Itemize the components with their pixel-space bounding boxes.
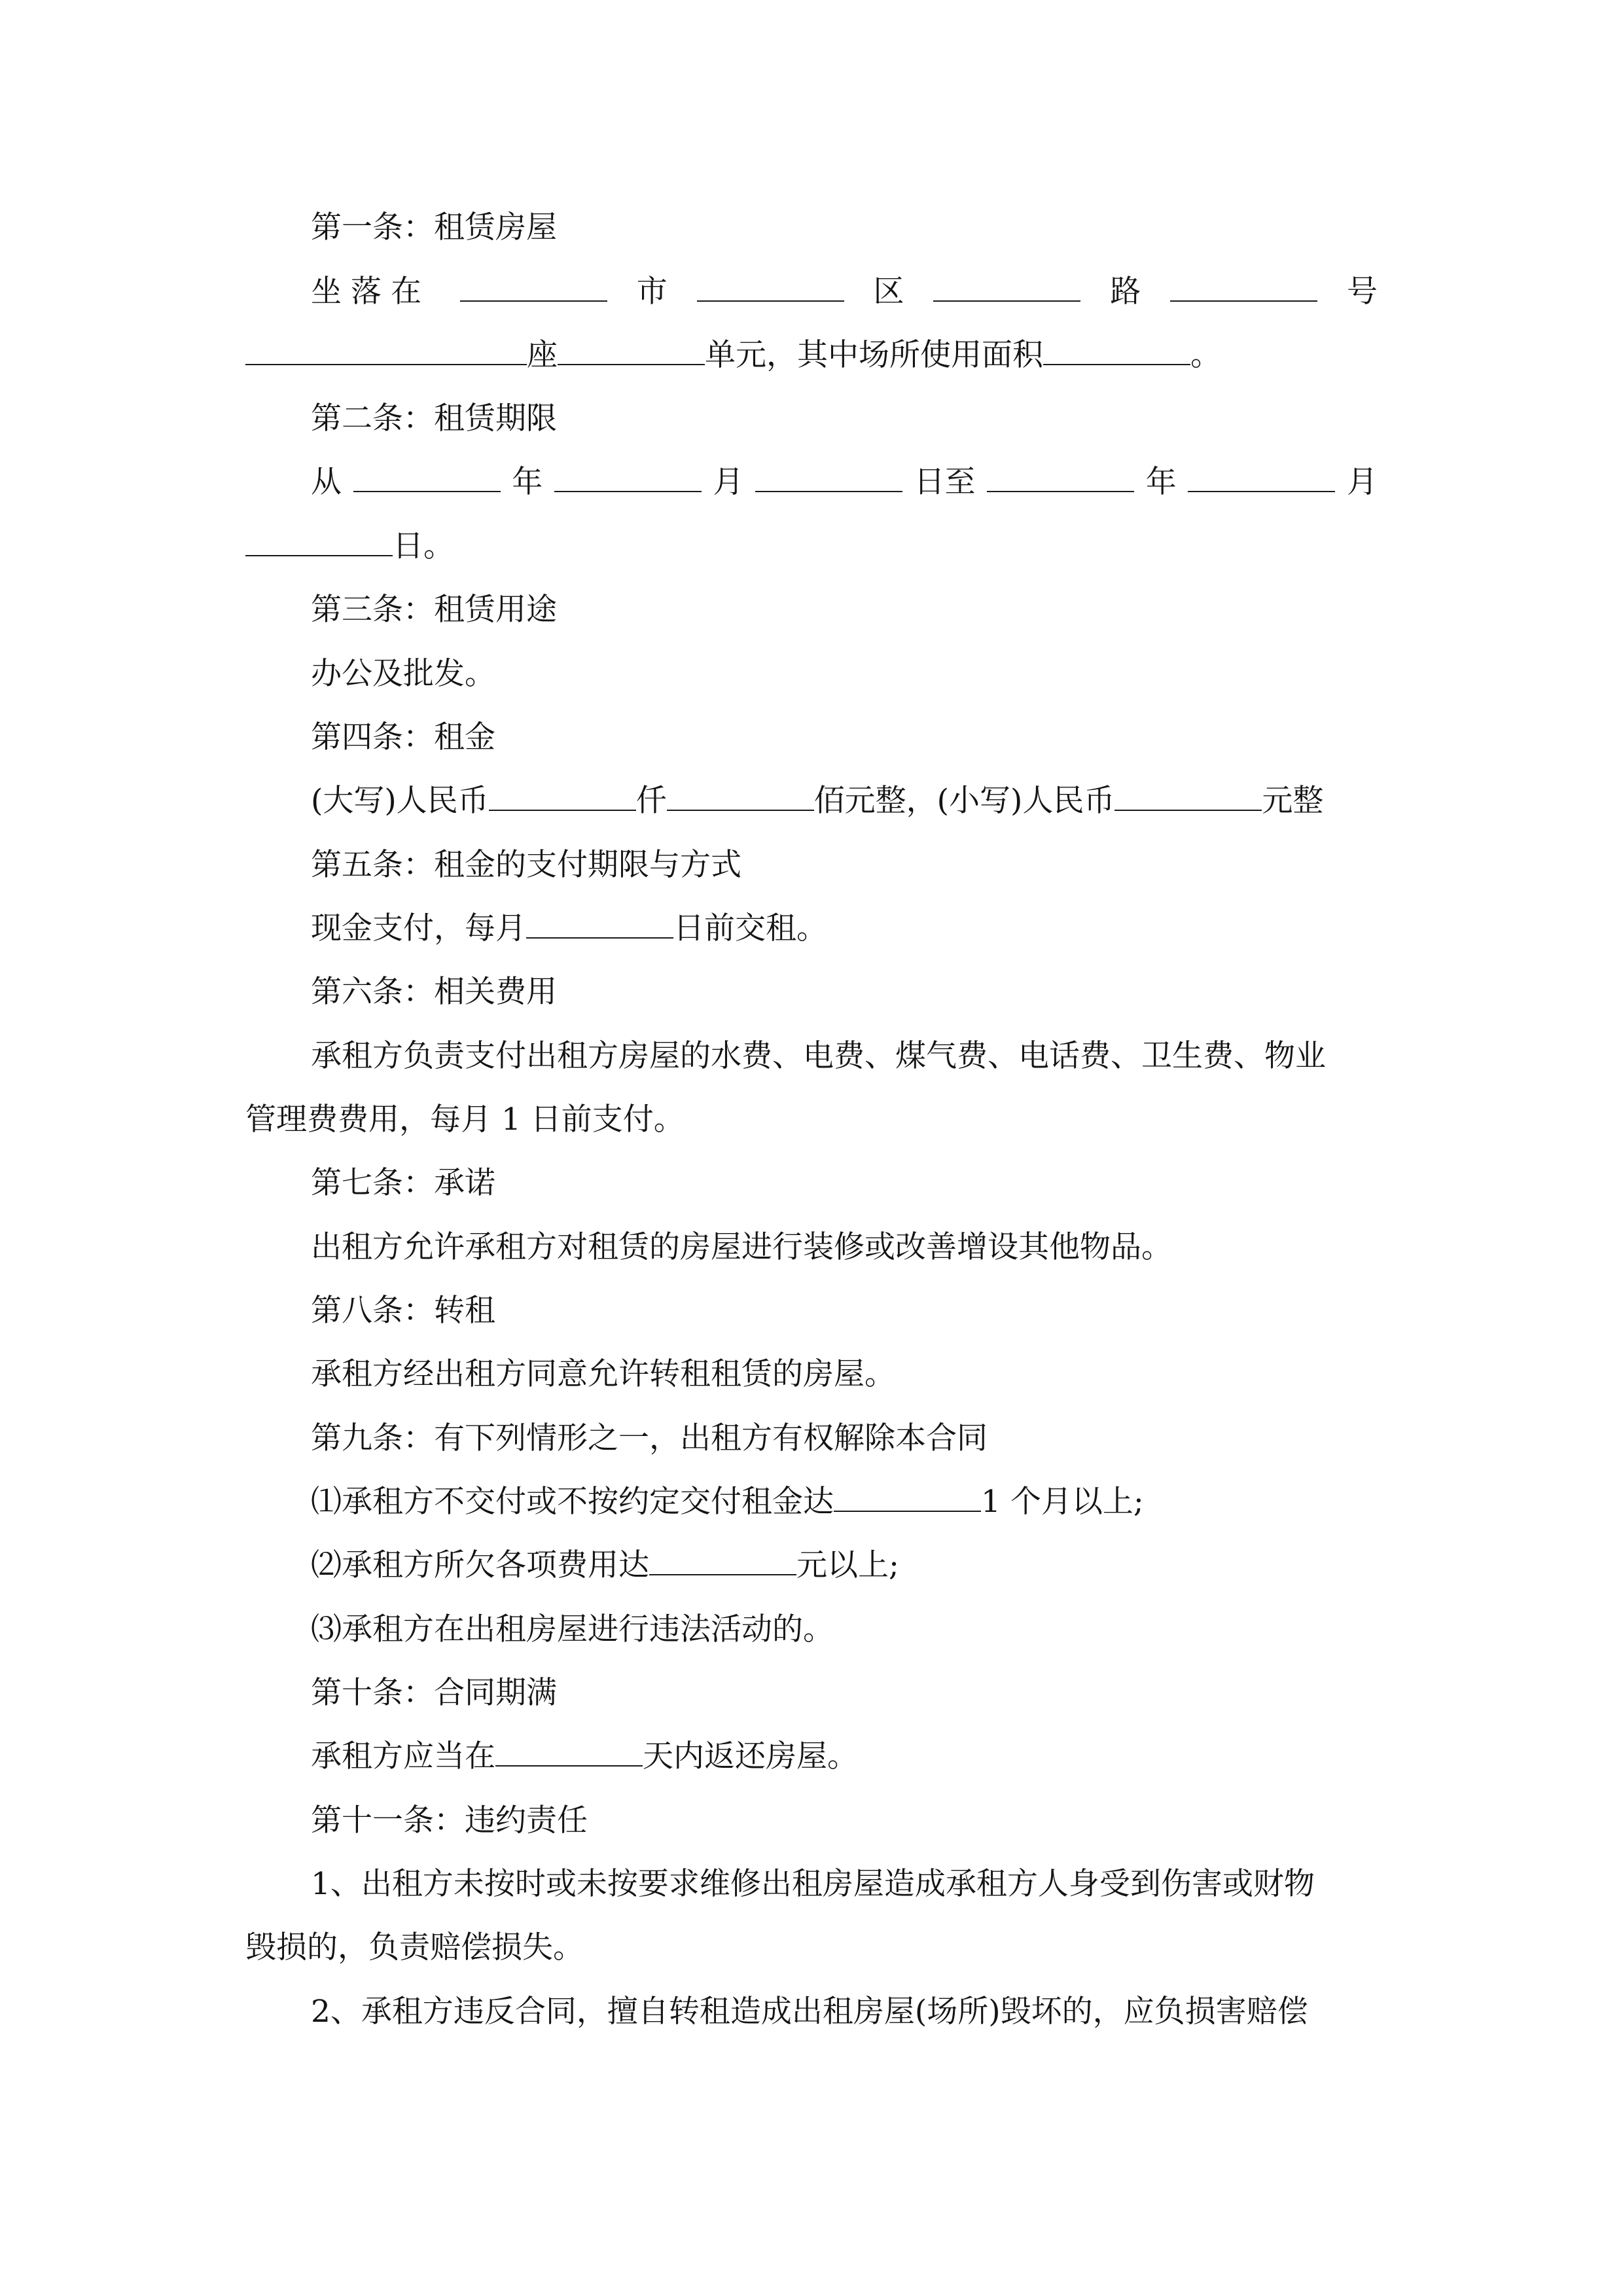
blank-field <box>245 529 393 556</box>
article-6-body-line1: 承租方负责支付出租方房屋的水费、电费、煤气费、电话费、卫生费、物业 <box>311 1038 1326 1074</box>
period-mark: 。 <box>1190 337 1221 373</box>
article-6-body-line2: 管理费费用，每月 1 日前支付。 <box>245 1102 685 1138</box>
from-label: 从 <box>311 464 342 500</box>
month-label: 月 <box>1346 464 1378 500</box>
article-10-body <box>311 1737 1378 1776</box>
thousand-label: 仟 <box>635 783 667 819</box>
article-11-para-2-line1: 2、承租方违反合同，擅自转租造成出租房屋(场所)毁坏的，应负损害赔偿 <box>311 1994 1308 2030</box>
article-6-heading: 第六条：相关费用 <box>311 974 557 1010</box>
article-11-heading: 第十一条：违约责任 <box>311 1803 588 1839</box>
rent-upper-label: (大写)人民币 <box>311 783 489 819</box>
blank-field <box>649 1548 796 1575</box>
article-8-body: 承租方经出租方同意允许转租租赁的房屋。 <box>311 1356 895 1392</box>
blank-field <box>558 338 705 365</box>
city-label: 市 <box>636 274 668 310</box>
number-label: 号 <box>1347 274 1378 310</box>
article-4-heading: 第四条：租金 <box>311 719 495 755</box>
yuan-label: 元整 <box>1262 783 1324 819</box>
blank-field <box>1188 465 1335 492</box>
year-label: 年 <box>512 464 543 500</box>
pay-suffix: 日前交租。 <box>673 910 827 946</box>
blank-field <box>526 911 673 939</box>
article-5-pay-line <box>311 909 1378 948</box>
day-to-label: 日至 <box>914 464 976 500</box>
area-label: 单元，其中场所使用面积 <box>705 337 1043 373</box>
article-9-item-1 <box>311 1482 1378 1522</box>
item-1-suffix: 1 个月以上; <box>981 1484 1144 1520</box>
blank-field <box>933 274 1080 302</box>
blank-field <box>554 465 702 492</box>
road-label: 路 <box>1110 274 1141 310</box>
item-1-text: ⑴承租方不交付或不按约定交付租金达 <box>311 1484 834 1520</box>
article-5-heading: 第五条：租金的支付期限与方式 <box>311 847 741 883</box>
rent-lower-label: 佰元整，(小写)人民币 <box>813 783 1115 819</box>
blank-field <box>353 465 501 492</box>
blank-field <box>489 783 636 811</box>
article-4-rent-line <box>311 781 1378 821</box>
location-prefix: 坐落在 <box>311 274 431 310</box>
article-1-location-line <box>311 272 1378 312</box>
day-label: 日。 <box>393 528 454 564</box>
blank-field <box>667 783 814 811</box>
district-label: 区 <box>873 274 904 310</box>
blank-field <box>1115 783 1262 811</box>
item-2-text: ⑵承租方所欠各项费用达 <box>311 1547 649 1583</box>
building-label: 座 <box>527 337 558 373</box>
article-11-para-1-line1: 1、出租方未按时或未按要求维修出租房屋造成承租方人身受到伤害或财物 <box>311 1866 1315 1902</box>
article-8-heading: 第八条：转租 <box>311 1293 495 1329</box>
pay-prefix: 现金支付，每月 <box>311 910 526 946</box>
article-9-heading: 第九条：有下列情形之一，出租方有权解除本合同 <box>311 1420 988 1456</box>
blank-field <box>987 465 1134 492</box>
item-2-suffix: 元以上; <box>796 1547 899 1583</box>
blank-field <box>460 274 607 302</box>
blank-field <box>834 1484 981 1512</box>
article-9-item-3: ⑶承租方在出租房屋进行违法活动的。 <box>311 1611 834 1647</box>
blank-field <box>755 465 902 492</box>
article-9-item-2 <box>311 1546 1378 1585</box>
article-10-heading: 第十条：合同期满 <box>311 1675 557 1711</box>
blank-field <box>697 274 844 302</box>
article-2-period-line <box>311 463 1378 502</box>
blank-field <box>1170 274 1317 302</box>
blank-field <box>495 1739 643 1767</box>
article-1-heading: 第一条：租赁房屋 <box>311 209 557 245</box>
article-3-body: 办公及批发。 <box>311 656 495 692</box>
month-label: 月 <box>713 464 744 500</box>
article-2-day-line <box>245 527 1378 566</box>
article-7-heading: 第七条：承诺 <box>311 1165 495 1201</box>
year-label: 年 <box>1145 464 1177 500</box>
article-7-body: 出租方允许承租方对租赁的房屋进行装修或改善增设其他物品。 <box>311 1229 1172 1265</box>
blank-field <box>245 338 527 365</box>
article-1-building-line <box>245 336 1378 375</box>
article-11-para-1-line2: 毁损的，负责赔偿损失。 <box>245 1929 584 1965</box>
return-suffix: 天内返还房屋。 <box>643 1738 858 1774</box>
article-2-heading: 第二条：租赁期限 <box>311 401 557 437</box>
blank-field <box>1043 338 1190 365</box>
return-prefix: 承租方应当在 <box>311 1738 495 1774</box>
article-3-heading: 第三条：租赁用途 <box>311 592 557 628</box>
